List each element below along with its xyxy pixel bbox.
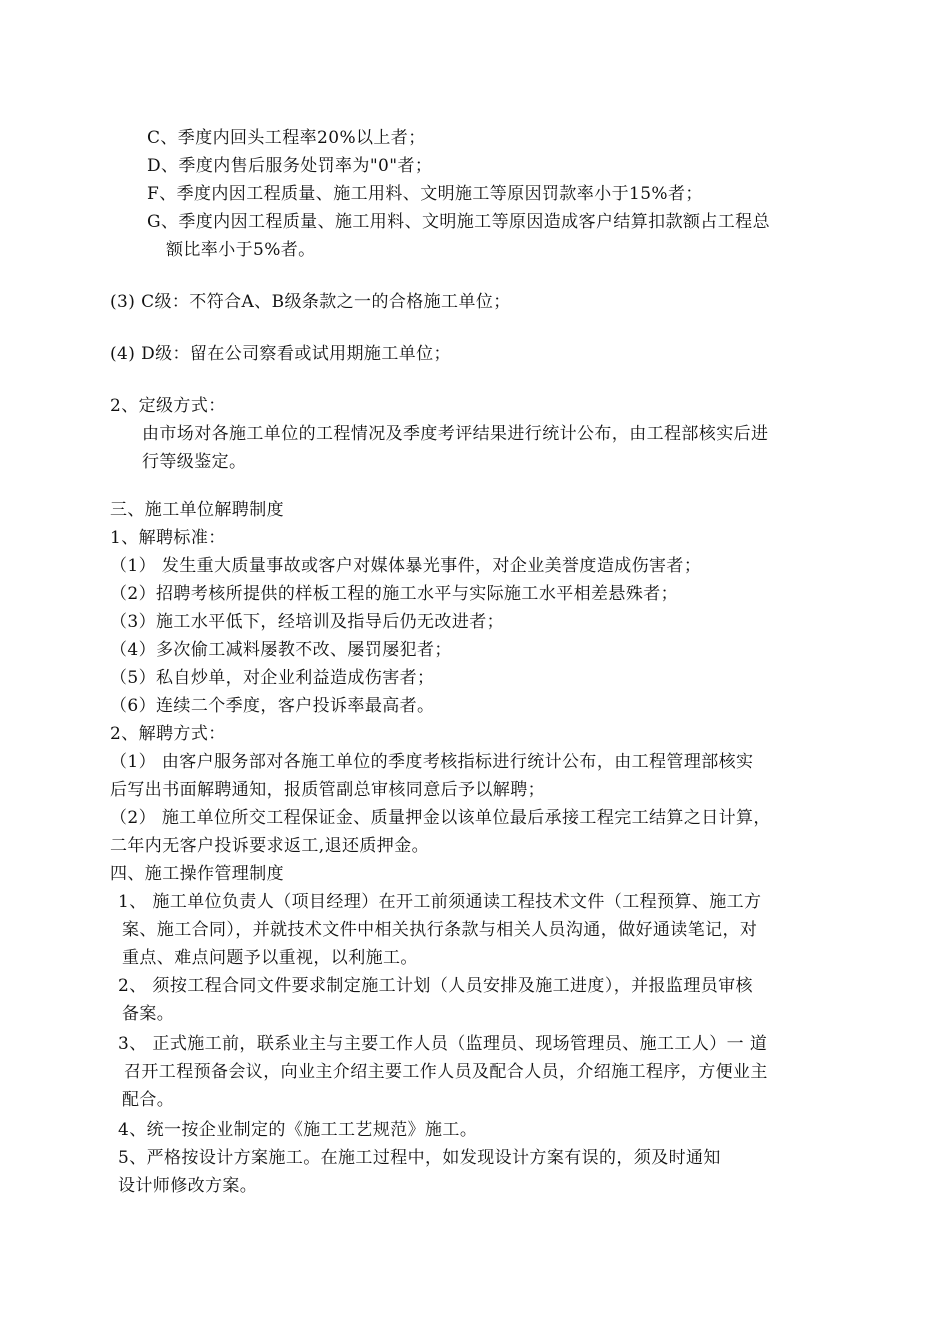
line-ops-1-cont-b: 重点、难点问题予以重视，以利施工。 [122, 948, 418, 968]
line-grade-b-c: C、季度内回头工程率20%以上者； [147, 128, 426, 148]
line-grade-c: (3) C级：不符合A、B级条款之一的合格施工单位； [110, 292, 511, 312]
line-ops-3-cont-b: 配合。 [122, 1090, 175, 1110]
section-heading-operations: 四、施工操作管理制度 [110, 864, 284, 884]
line-ops-1-cont-a: 案、施工合同），并就技术文件中相关执行条款与相关人员沟通，做好通读笔记，对 [122, 920, 758, 940]
line-criteria-3: （3）施工水平低下，经培训及指导后仍无改进者； [110, 612, 505, 632]
line-grade-b-f: F、季度内因工程质量、施工用料、文明施工等原因罚款率小于15%者； [147, 184, 703, 204]
line-method-2: （2） 施工单位所交工程保证金、质量押金以该单位最后承接工程完工结算之日计算， [110, 808, 771, 828]
line-criteria-5: （5）私自炒单，对企业利益造成伤害者； [110, 668, 435, 688]
line-grade-b-g-cont: 额比率小于5%者。 [166, 240, 316, 260]
line-ops-3: 3、 正式施工前，联系业主与主要工作人员（监理员、现场管理员、施工工人）一 道 [118, 1034, 768, 1054]
line-ops-4: 4、统一按企业制定的《施工工艺规范》施工。 [118, 1120, 478, 1140]
line-grade-b-d: D、季度内售后服务处罚率为"0"者； [147, 156, 433, 176]
line-ops-2-cont: 备案。 [122, 1004, 175, 1024]
line-ops-1: 1、 施工单位负责人（项目经理）在开工前须通读工程技术文件（工程预算、施工方 [118, 892, 762, 912]
line-criteria-2: （2）招聘考核所提供的样板工程的施工水平与实际施工水平相差悬殊者； [110, 584, 679, 604]
line-method-1: （1） 由客户服务部对各施工单位的季度考核指标进行统计公布，由工程管理部核实 [110, 752, 754, 772]
line-method-1-cont: 后写出书面解聘通知，报质管副总审核同意后予以解聘； [110, 780, 545, 800]
line-grading-method-heading: 2、定级方式： [110, 396, 226, 416]
section-heading-dismissal: 三、施工单位解聘制度 [110, 500, 284, 520]
line-grade-b-g: G、季度内因工程质量、施工用料、文明施工等原因造成客户结算扣款额占工程总 [147, 212, 770, 232]
line-ops-5: 5、严格按设计方案施工。在施工过程中，如发现设计方案有误的，须及时通知 [118, 1148, 721, 1168]
line-dismissal-criteria-heading: 1、解聘标准： [110, 528, 226, 548]
line-ops-3-cont-a: 召开工程预备会议，向业主介绍主要工作人员及配合人员，介绍施工程序，方便业主 [124, 1062, 768, 1082]
line-method-2-cont: 二年内无客户投诉要求返工,退还质押金。 [110, 836, 430, 856]
line-criteria-1: （1） 发生重大质量事故或客户对媒体暴光事件，对企业美誉度造成伤害者； [110, 556, 702, 576]
line-criteria-4: （4）多次偷工减料屡教不改、屡罚屡犯者； [110, 640, 452, 660]
line-grade-d: (4) D级：留在公司察看或试用期施工单位； [110, 344, 451, 364]
line-dismissal-method-heading: 2、解聘方式： [110, 724, 226, 744]
line-ops-2: 2、 须按工程合同文件要求制定施工计划（人员安排及施工进度），并报监理员审核 [118, 976, 753, 996]
line-grading-method-1: 由市场对各施工单位的工程情况及季度考评结果进行统计公布，由工程部核实后进 [142, 424, 769, 444]
line-ops-5-cont: 设计师修改方案。 [118, 1176, 258, 1196]
line-criteria-6: （6）连续二个季度，客户投诉率最高者。 [110, 696, 435, 716]
line-grading-method-2: 行等级鉴定。 [142, 452, 247, 472]
